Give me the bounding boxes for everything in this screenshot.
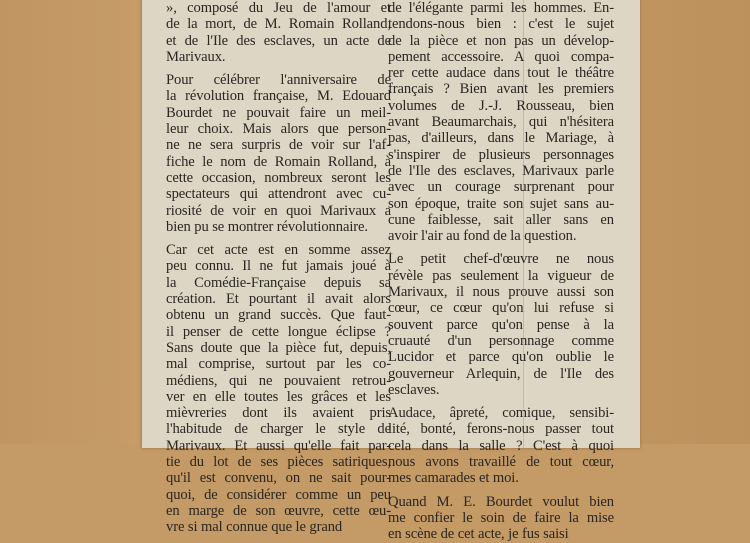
article-text-line: bien pu se montrer révolutionnaire.	[166, 218, 368, 235]
article-text-line: création. Et pourtant il avait alors	[166, 291, 391, 308]
article-text-line: s'inspirer de plusieurs personnages	[388, 146, 614, 163]
article-text-line: peu connu. Il ne fut jamais joué à	[166, 258, 391, 275]
article-text-line: de l'élégante parmi les hommes. En-	[388, 0, 614, 16]
article-text-line: Quand M. E. Bourdet voulut bien	[388, 493, 614, 510]
article-text-line: fiche le nom de Romain Rolland, à	[166, 153, 391, 170]
article-text-line: pas, d'ailleurs, dans le Mariage, à	[388, 130, 614, 147]
article-text-line: mal comprise, surtout par les co-	[166, 356, 391, 373]
article-text-line: son époque, traite son sujet sans au-	[388, 195, 614, 212]
article-text-line: en scène de cet acte, je fus saisi	[388, 526, 569, 543]
article-text-line: vre si mal connue que le grand	[166, 519, 343, 536]
article-text-line: médiens, qui ne pouvaient retrou-	[166, 372, 391, 389]
article-text-line: cune faiblesse, sait aller sans en	[388, 211, 614, 228]
article-text-line: de l'Ile des esclaves, Marivaux parle	[388, 162, 614, 179]
article-text-line: nous avons travaillé de tout cœur,	[388, 454, 614, 471]
article-text-line: cœur, ce cœur qu'on lui refuse si	[388, 300, 614, 317]
article-text-line: cela dans la salle ? C'est à quoi	[388, 437, 614, 454]
article-text-line: souvent parce qu'on pense à la	[388, 316, 614, 333]
article-text-line: Lucidor et parce qu'on oublie le	[388, 349, 614, 366]
article-text-line: avant Beaumarchais, qui n'hésitera	[388, 114, 614, 131]
article-text-line: avec un courage surprenant pour	[388, 179, 614, 196]
article-text-line: Sans doute que la pièce fut, depuis,	[166, 339, 391, 356]
article-text-line: Audace, âpreté, comique, sensibi-	[388, 405, 614, 422]
article-text-line: mes camarades et moi.	[388, 470, 519, 487]
article-text-line: français ? Bien avant les premiers	[388, 81, 614, 98]
article-text-line: me confier le soin de faire la mise	[388, 509, 614, 526]
article-text-line: il penser de cette longue éclipse ?	[166, 323, 391, 340]
article-text-line: quoi, de considérer comme un peu	[166, 486, 391, 503]
article-text-line: qu'il est convenu, on ne sait pour-	[166, 470, 391, 487]
article-text-line: avoir l'air au fond de la question.	[388, 228, 577, 245]
article-text-line: volumes de J.-J. Rousseau, bien	[388, 97, 614, 114]
article-text-line: Pour célébrer l'anniversaire de	[166, 72, 391, 89]
newspaper-clipping	[142, 0, 640, 543]
article-text-line: obtenu un grand succès. Que faut-	[166, 307, 391, 324]
article-text-line: riosité de voir en quoi Marivaux a	[166, 202, 391, 219]
paragraph-gap	[388, 244, 614, 251]
article-text-line: la Comédie-Française depuis sa	[166, 274, 391, 291]
article-text-line: Le petit chef-d'œuvre ne nous	[388, 251, 614, 268]
article-text-line: en marge de son œuvre, cette œu-	[166, 502, 391, 519]
paragraph-gap	[388, 398, 614, 405]
paragraph-gap	[166, 65, 391, 72]
paragraph-gap	[388, 487, 614, 494]
article-right-column	[388, 0, 614, 543]
article-text-line: révèle pas seulement la vigueur de	[388, 267, 614, 284]
article-text-line: l'habitude de charger le style de	[166, 421, 391, 438]
article-text-line: ver en elle toutes les grâces et les	[166, 388, 391, 405]
article-text-line: esclaves.	[388, 381, 440, 398]
article-text-line: de la mort, de M. Romain Rolland,	[166, 16, 391, 33]
article-text-line: mièvreries dont ils avaient pris	[166, 405, 391, 422]
article-text-line: cruauté d'un personnage comme	[388, 332, 614, 349]
article-text-line: Marivaux. Et aussi qu'elle fait par-	[166, 437, 391, 454]
article-text-line: Marivaux.	[166, 48, 226, 65]
article-text-line: rer cette audace dans tout le théâtre	[388, 65, 614, 82]
article-text-line: », composé du Jeu de l'amour et	[166, 0, 391, 16]
article-text-line: Marivaux, il nous prouve aussi son	[388, 284, 614, 301]
article-text-line: de la pièce et non pas un dévelop-	[388, 32, 614, 49]
article-text-line: leur choix. Mais alors que person-	[166, 121, 391, 138]
article-text-line: lité, bonté, ferons-nous passer tout	[388, 421, 614, 438]
article-text-line: ne ne sera surpris de voir sur l'af-	[166, 137, 391, 154]
article-text-line: tie du lot de ses pièces satiriques,	[166, 454, 391, 471]
article-text-line: tendons-nous bien : c'est le sujet	[388, 16, 614, 33]
article-text-line: pement accessoire. A quoi compa-	[388, 48, 614, 65]
paragraph-gap	[166, 235, 391, 242]
article-text-line: Car cet acte est en somme assez	[166, 242, 391, 259]
article-text-line: Bourdet ne pouvait faire un meil-	[166, 104, 391, 121]
article-text-line: spectateurs qui attendront avec cu-	[166, 186, 391, 203]
article-text-line: cette occasion, nombreux seront les	[166, 169, 391, 186]
article-text-line: gouverneur Arlequin, de l'Ile des	[388, 365, 614, 382]
article-left-column	[166, 0, 391, 536]
article-text-line: la révolution française, M. Edouard	[166, 88, 391, 105]
article-text-line: et de l'Ile des esclaves, un acte de	[166, 32, 391, 49]
